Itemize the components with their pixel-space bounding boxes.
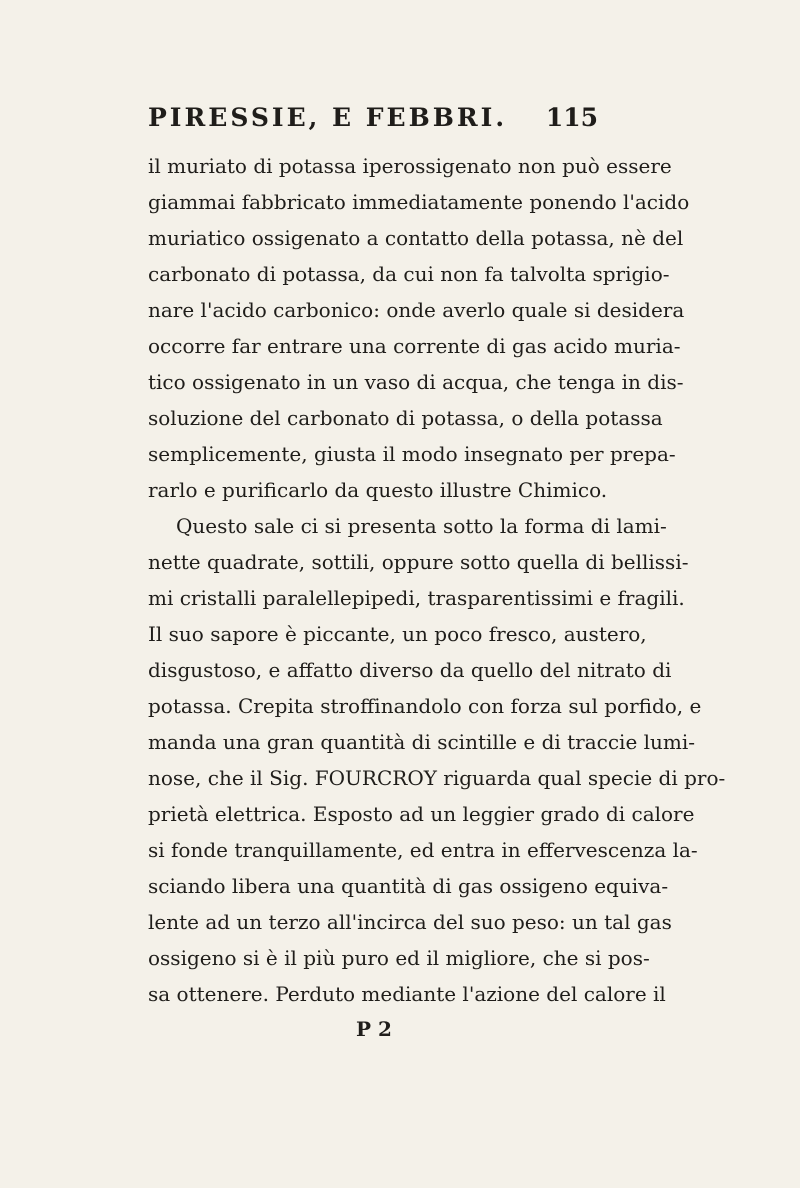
text-line: prietà elettrica. Esposto ad un leggier grado di calore <box>148 802 695 826</box>
text-line: sciando libera una quantità di gas ossigeno equiva- <box>148 874 669 898</box>
text-line: disgustoso, e affatto diverso da quello del nitrato di <box>148 658 672 682</box>
page-number: 115 <box>545 103 598 132</box>
text-line: semplicemente, giusta il modo insegnato per prepa- <box>148 442 676 466</box>
text-line: Questo sale ci si presenta sotto la forma di lami- <box>176 514 667 538</box>
text-line: nette quadrate, sottili, oppure sotto quella di bellissi- <box>148 550 689 574</box>
text-line: rarlo e purificarlo da questo illustre Chimico. <box>148 478 608 502</box>
text-line: nose, che il Sig. FOURCROY riguarda qual specie di pro- <box>148 766 726 790</box>
text-line: si fonde tranquillamente, ed entra in effervescenza la- <box>148 838 698 862</box>
text-line: occorre far entrare una corrente di gas acido muria- <box>148 334 681 358</box>
text-line: sa ottenere. Perduto mediante l'azione del calore il <box>148 982 666 1006</box>
text-line: mi cristalli paralellepipedi, trasparentissimi e fragili. <box>148 586 685 610</box>
text-line: muriatico ossigenato a contatto della potassa, nè del <box>148 226 684 250</box>
text-line: manda una gran quantità di scintille e di traccie lumi- <box>148 730 696 754</box>
text-line: il muriato di potassa iperossigenato non può essere <box>148 154 672 178</box>
body-text <box>148 148 726 1012</box>
text-line: potassa. Crepita stroffinandolo con forza sul porfido, e <box>148 694 702 718</box>
text-line: nare l'acido carbonico: onde averlo quale si desidera <box>148 298 685 322</box>
text-line: giammai fabbricato immediatamente ponendo l'acido <box>148 190 690 214</box>
text-line: lente ad un terzo all'incirca del suo peso: un tal gas <box>148 910 672 934</box>
running-title: PIRESSIE, E FEBBRI. <box>148 103 508 132</box>
text-line: tico ossigenato in un vaso di acqua, che tenga in dis- <box>148 370 684 394</box>
text-line: carbonato di potassa, da cui non fa talvolta sprigio- <box>148 262 670 286</box>
text-line: ossigeno si è il più puro ed il migliore, che si pos- <box>148 946 650 970</box>
signature-mark: P 2 <box>356 1017 392 1041</box>
text-line: Il suo sapore è piccante, un poco fresco, austero, <box>148 622 647 646</box>
text-line: soluzione del carbonato di potassa, o della potassa <box>148 406 663 430</box>
page-header <box>148 103 598 143</box>
